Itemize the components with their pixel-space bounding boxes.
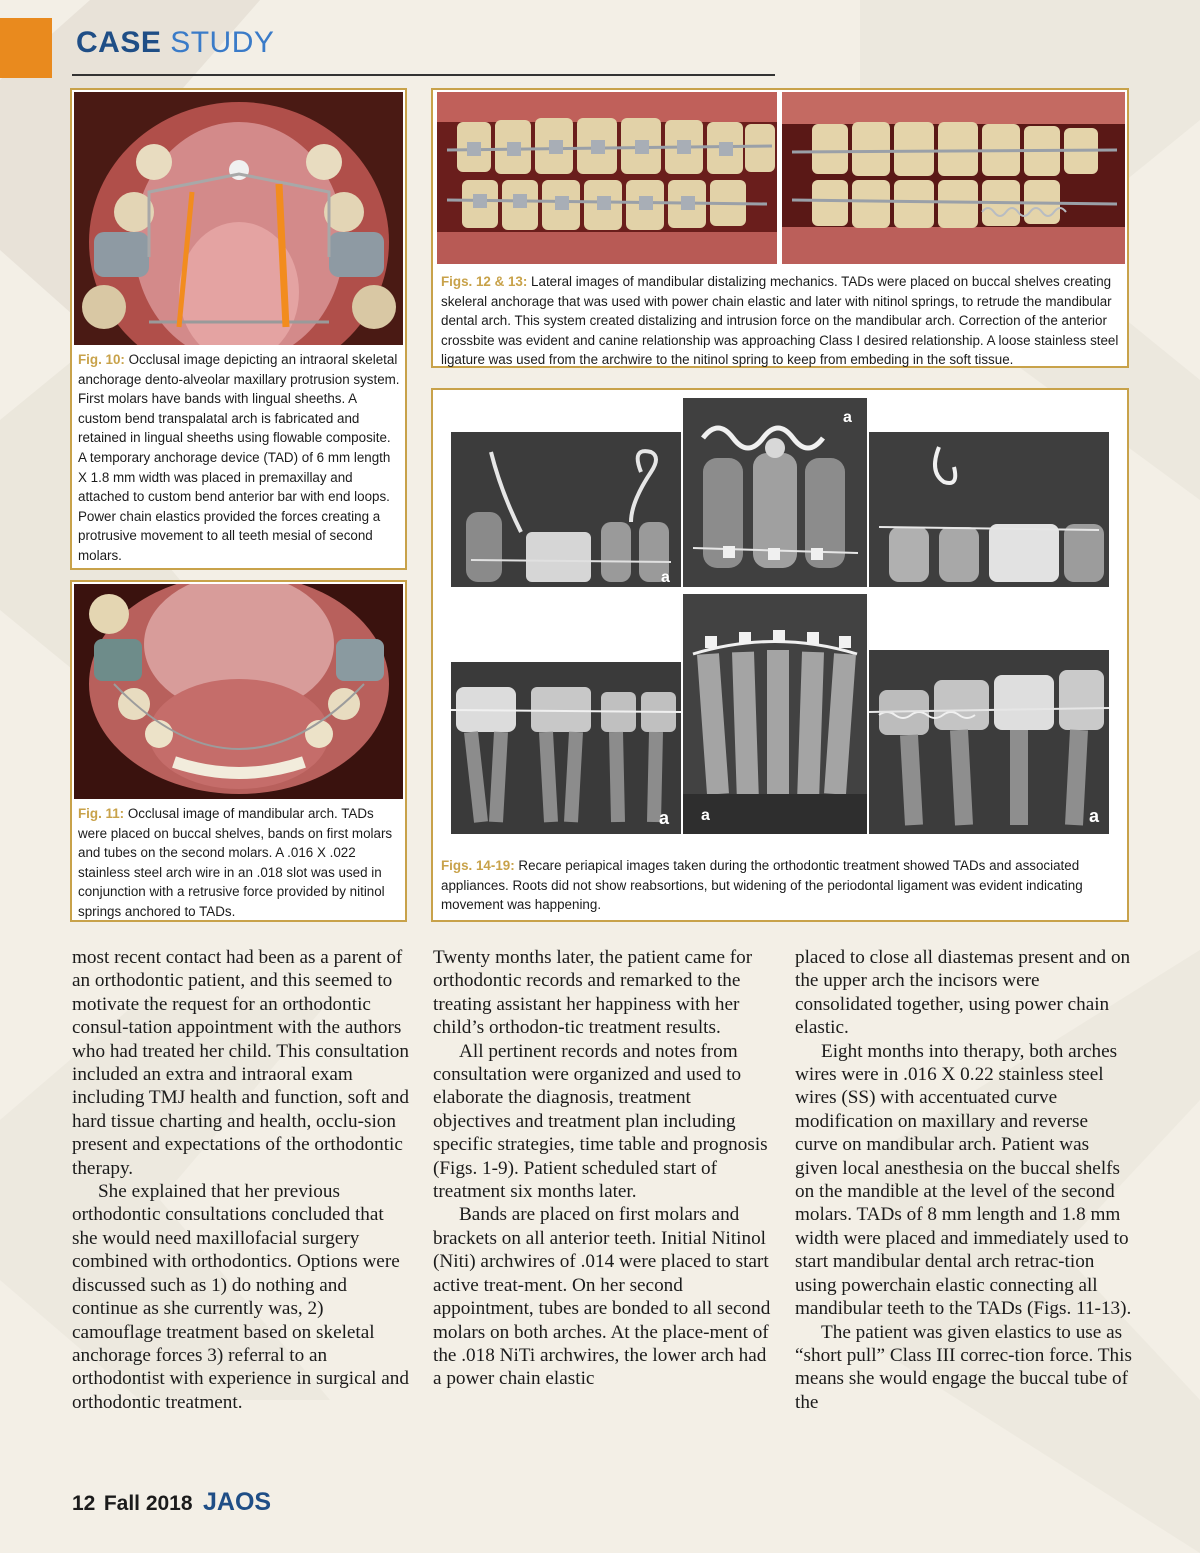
figure-12-13-box xyxy=(431,88,1129,368)
page-number: 12 xyxy=(72,1492,96,1515)
figure-14-19-text: Recare periapical images taken during the orthodontic treatment showed TADs and associated appliances. Roots did not show reabsortions, but widening of the periodontal ligament was evident indicating movement was happening. xyxy=(441,858,1083,913)
xray-19-mark: a xyxy=(1089,806,1100,826)
xray-16-mark-layer xyxy=(1084,578,1104,600)
figure-11-label: Fig. 11: xyxy=(78,806,125,821)
col3-paragraph-1: placed to close all diastemas present and on the upper arch the incisors were consolidated together, using power chain elastic. xyxy=(795,947,1131,1039)
xray-15-mark: a xyxy=(843,409,852,426)
body-column-3 xyxy=(795,946,1133,1414)
journal-name: JAOS xyxy=(203,1488,272,1516)
xray-15 xyxy=(683,398,867,587)
xray-16 xyxy=(869,432,1109,587)
col2-paragraph-3: Bands are placed on first molars and brackets on all anterior teeth. Initial Nitinol (Niti) archwires of .014 were placed to start active treat-ment. On her second appointment, tubes are bonded to all second molars on both arches. At the place-ment of the .018 NiTi archwires, the lower arch had a power chain elastic xyxy=(433,1204,771,1390)
figure-12-photo xyxy=(437,92,777,264)
figure-12-13-caption xyxy=(441,272,1125,370)
figure-10-label: Fig. 10: xyxy=(78,352,125,367)
col2-paragraph-2: All pertinent records and notes from consultation were organized and used to elaborate the diagnosis, treatment objectives and treatment plan including specific strategies, time table and prognosis (Figs. 1-9). Patient scheduled start of treatment six months later. xyxy=(433,1040,768,1203)
col1-paragraph-1: most recent contact had been as a parent of an orthodontic patient, and this seemed to motivate the request for an orthodontic consul-tation appointment with the authors who had treated her child. This consultation included an extra and intraoral exam including TMJ health and function, soft and hard tissue charting and health, occlu-sion present and expectations of the orthodontic therapy. xyxy=(72,947,409,1179)
figure-10-caption xyxy=(78,350,400,566)
body-column-1 xyxy=(72,946,414,1414)
figure-11-box xyxy=(70,580,407,922)
xray-16-mark: a xyxy=(1086,583,1095,600)
xray-17 xyxy=(451,662,681,834)
xray-14 xyxy=(451,432,681,587)
figure-12-13-text: Lateral images of mandibular distalizing mechanics. TADs were placed on buccal shelves creating skeleral anchorage that was used with power chain elastic and later with nitinol springs, to retrude the mandibular dental arch. This system created distalizing and intrusion force on the mandibular arch. Correction of the anterior crossbite was evident and canine relationship was approaching Class I desired relationship. A loose stainless steel ligature was used from the archwire to the nitinol spring to keep from embeding in the soft tissue. xyxy=(441,274,1119,368)
section-title xyxy=(76,26,274,60)
col3-paragraph-3: The patient was given elastics to use as “short pull” Class III correc-tion force. This means she would engage the buccal tube of the xyxy=(795,1321,1132,1413)
section-title-bold: CASE xyxy=(76,26,162,59)
page-footer xyxy=(72,1488,271,1517)
figure-14-19-caption xyxy=(441,856,1125,915)
figure-12-13-label: Figs. 12 & 13: xyxy=(441,274,528,289)
figure-14-19-label: Figs. 14-19: xyxy=(441,858,515,873)
xray-19 xyxy=(869,650,1109,834)
issue-label: Fall 2018 xyxy=(103,1492,193,1515)
body-column-2 xyxy=(433,946,773,1391)
figure-10-box xyxy=(70,88,407,570)
xray-18 xyxy=(683,594,867,834)
figure-13-photo xyxy=(782,92,1125,264)
header-rule xyxy=(72,74,775,76)
figure-10-text: Occlusal image depicting an intraoral skeletal anchorage dento-alveolar maxillary protrusion system. First molars have bands with lingual sheeths. A custom bend transpalatal arch is fabricated and retained in lingual sheeths using flowable composite. A temporary anchorage device (TAD) of 6 mm length X 1.8 mm width was placed in premaxillay and attached to custom bend anterior bar with end loops. Power chain elastics provided the forces creating a protrusive movement to all teeth mesial of second molars. xyxy=(78,352,400,563)
col3-paragraph-2: Eight months into therapy, both arches wires were in .016 X 0.22 stainless steel wires (SS) with accentuated curve modification on maxillary and reverse curve on mandibular arch. Patient was given local anesthesia on the buccal shelfs on the mandible at the level of the second molars. TADs of 8 mm length and 1.8 mm width were placed and immediately used to start mandibular dental arch retrac-tion using powerchain elastic connecting all mandibular teeth to the TADs (Figs. 11-13). xyxy=(795,1040,1132,1320)
figure-10-photo xyxy=(74,92,403,345)
figure-11-text: Occlusal image of mandibular arch. TADs were placed on buccal shelves, bands on first molars and tubes on the second molars. A .016 X .022 stainless steel arch wire in an .018 slot was used in conjunction with a retrusive force provided by nitinol springs anchored to TADs. xyxy=(78,806,393,919)
xray-14-mark: a xyxy=(661,569,670,586)
figure-14-19-box xyxy=(431,388,1129,922)
xray-17-mark: a xyxy=(659,808,670,828)
xray-18-mark: a xyxy=(701,807,710,824)
section-title-light: STUDY xyxy=(170,26,275,59)
figure-11-photo xyxy=(74,584,403,799)
orange-corner-block xyxy=(0,18,52,78)
col2-paragraph-1: Twenty months later, the patient came for orthodontic records and remarked to the treating assistant her happiness with her child’s orthodon-tic treatment results. xyxy=(433,947,753,1039)
col1-paragraph-2: She explained that her previous orthodontic consultations concluded that she would need maxillofacial surgery combined with orthodontics. Options were discussed such as 1) do nothing and continue as she currently was, 2) camouflage treatment based on skeletal anchorage forces 3) referral to an orthodontist with experience in surgical and orthodontic treatment. xyxy=(72,1181,409,1413)
figure-11-caption xyxy=(78,804,400,922)
